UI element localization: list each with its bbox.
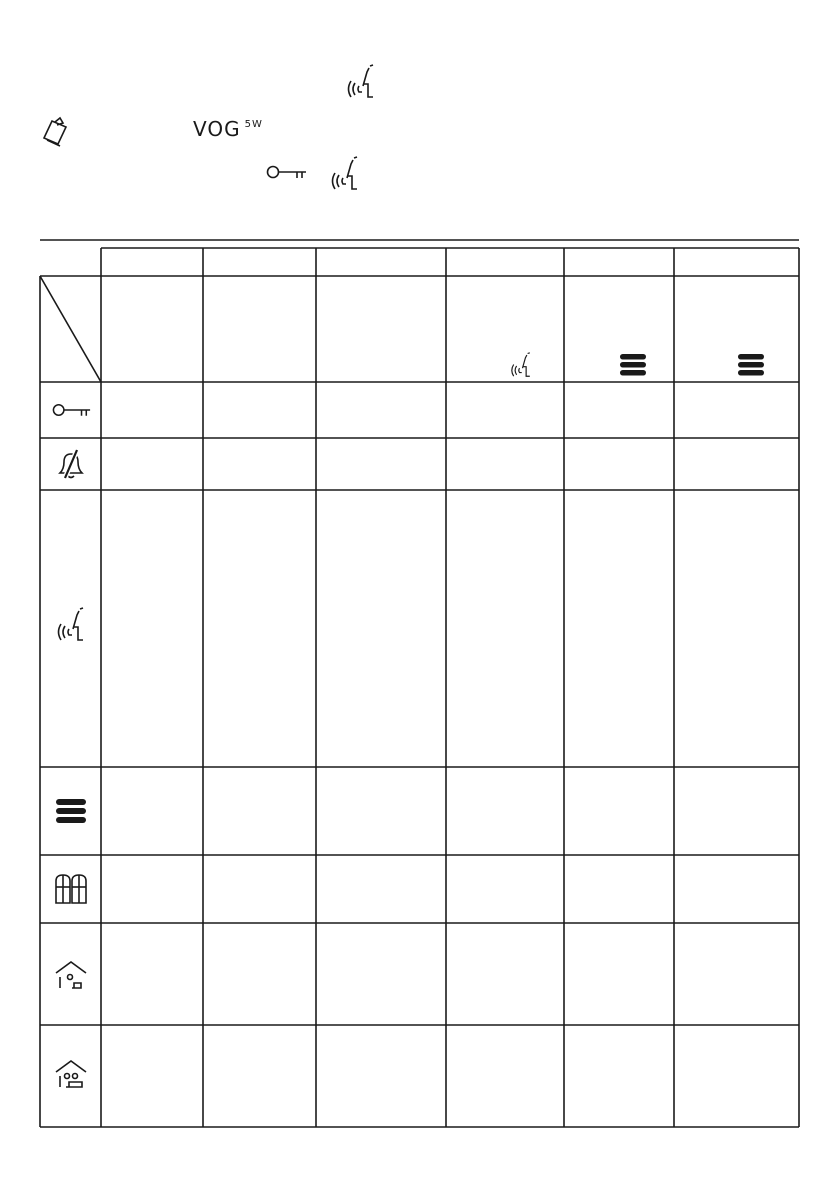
table-row: [101, 382, 799, 438]
table-row: [101, 923, 799, 1025]
menu-icon: [56, 799, 86, 823]
table-row: [101, 855, 799, 923]
table-body: [101, 382, 799, 1127]
table-row: [101, 767, 799, 855]
home-two-person-icon: [54, 1059, 88, 1089]
table-row: [101, 438, 799, 490]
table-row: [101, 490, 799, 767]
key-icon: [52, 402, 92, 418]
brand-name: VOG: [193, 117, 241, 141]
conversation-icon: [510, 352, 532, 377]
gate-icon: [54, 873, 88, 905]
home-one-person-icon: [54, 960, 88, 990]
brand-sup: 5W: [244, 119, 263, 130]
table-row: [101, 1025, 799, 1127]
conversation-icon: [56, 607, 86, 641]
menu-icon: [620, 354, 646, 376]
bell-off-icon: [55, 449, 87, 479]
menu-icon: [738, 354, 764, 376]
